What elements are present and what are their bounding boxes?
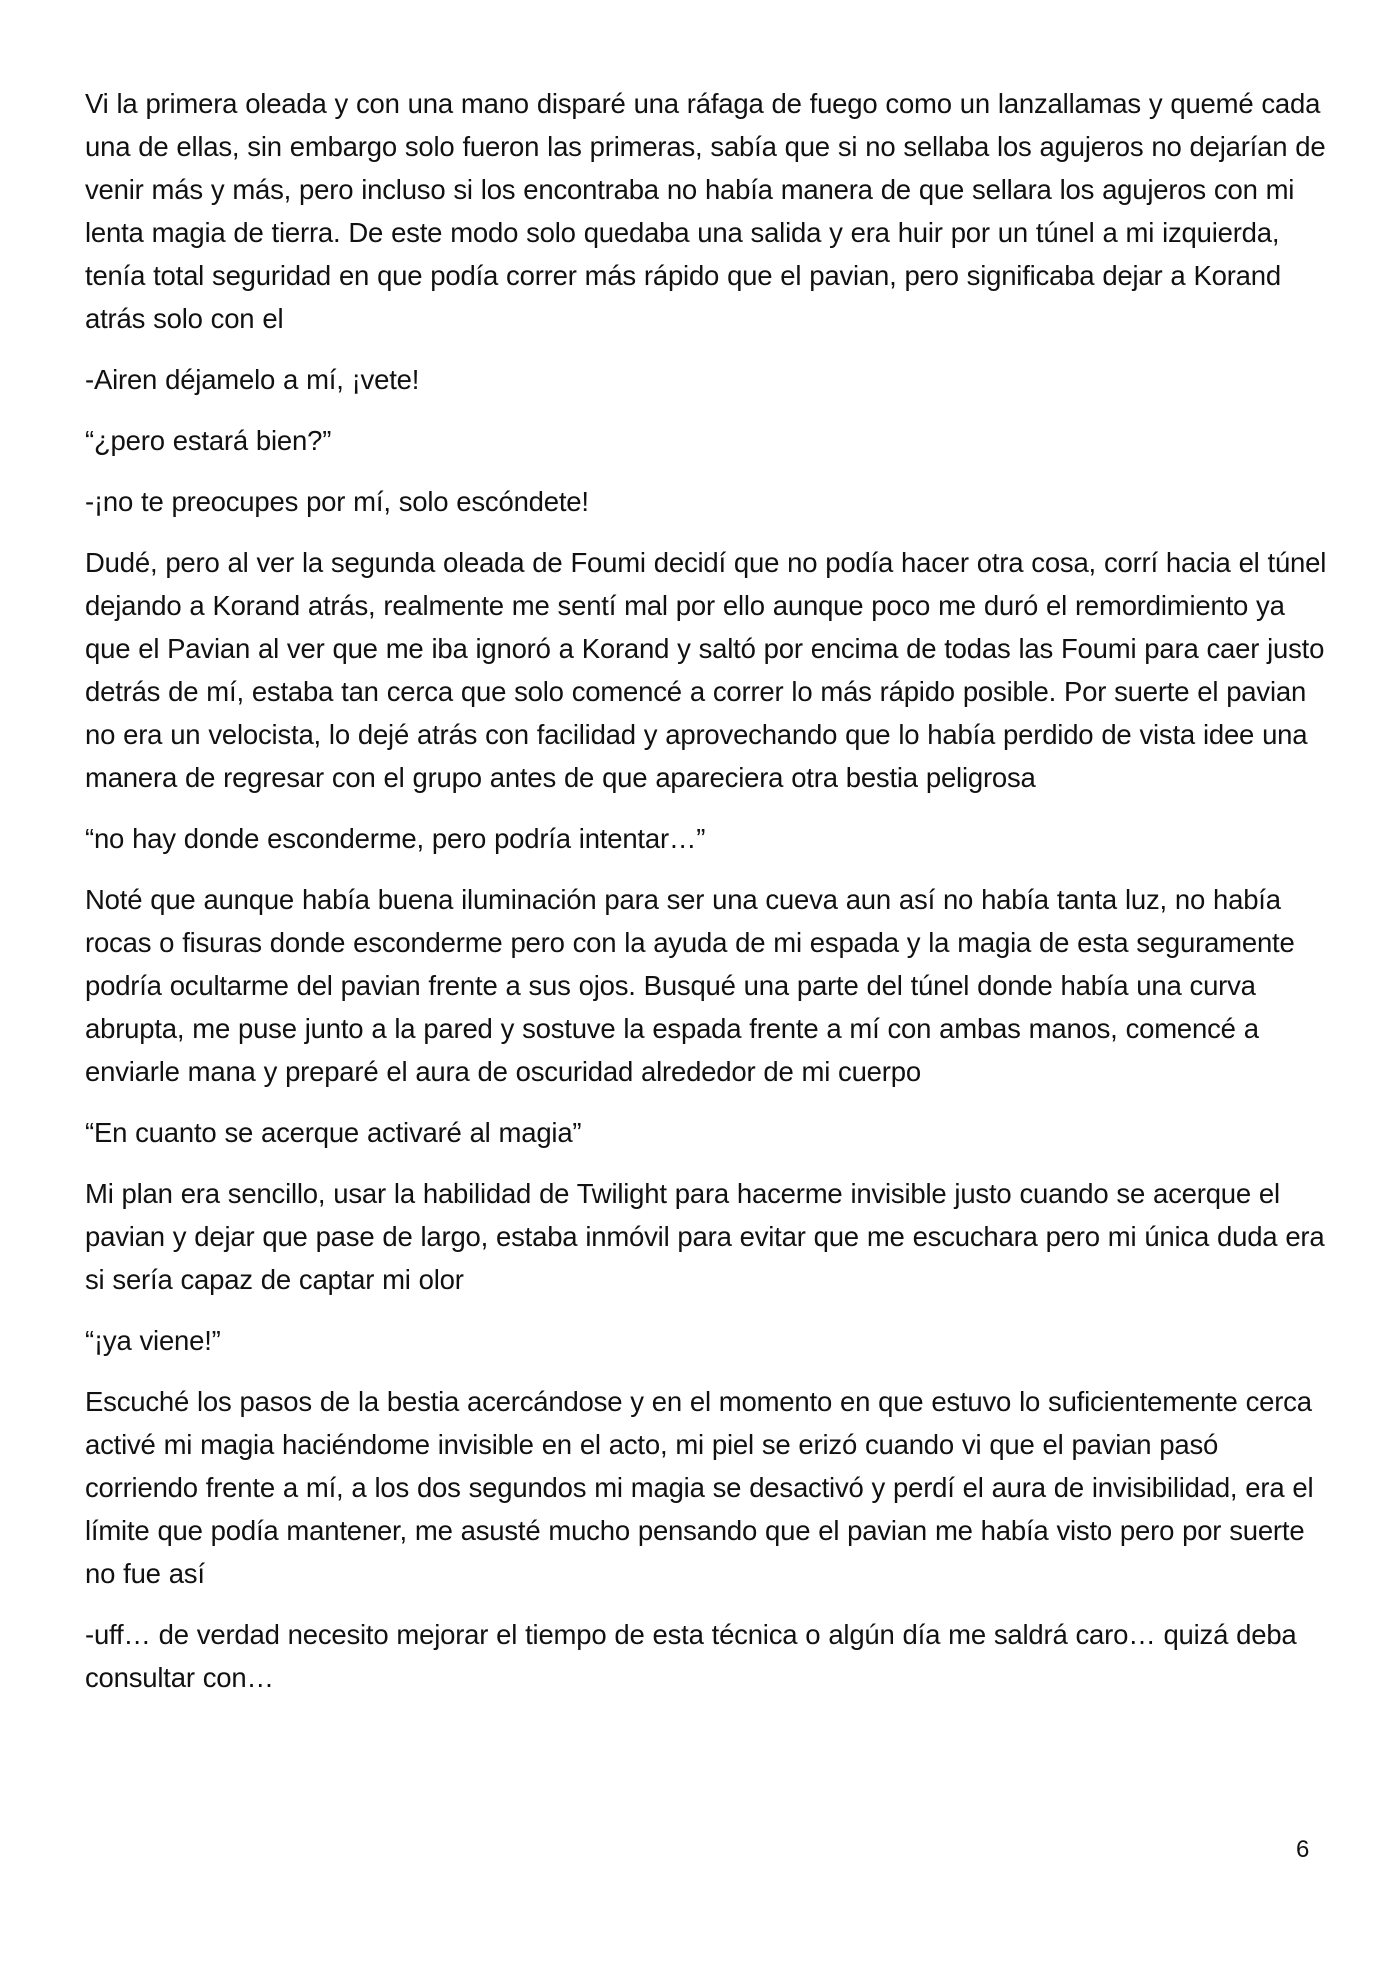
thought-line: “En cuanto se acerque activaré al magia” (85, 1117, 582, 1148)
paragraph: Escuché los pasos de la bestia acercándose y en el momento en que estuvo lo suficientemente cerca activé mi magia haciéndome invisible en el acto, mi piel se erizó cuando vi que el pavian pasó corriendo frente a mí, a los dos segundos mi magia se desactivó y perdí el aura de invisibilidad, era el límite que podía mantener, me asusté mucho pensando que el pavian me había visto pero por suerte no fue así (85, 1386, 1314, 1589)
document-body (85, 82, 1330, 1717)
paragraph: Mi plan era sencillo, usar la habilidad de Twilight para hacerme invisible justo cuando se acerque el pavian y dejar que pase de largo, estaba inmóvil para evitar que me escuchara pero mi única duda era si sería capaz de captar mi olor (85, 1178, 1325, 1295)
dialogue-line: -Airen déjamelo a mí, ¡vete! (85, 364, 420, 395)
dialogue-line: -¡no te preocupes por mí, solo escóndete! (85, 486, 589, 517)
paragraph: Noté que aunque había buena iluminación para ser una cueva aun así no había tanta luz, no había rocas o fisuras donde esconderme pero con la ayuda de mi espada y la magia de esta seguramente podría ocultarme del pavian frente a sus ojos. Busqué una parte del túnel donde había una curva abrupta, me puse junto a la pared y sostuve la espada frente a mí con ambas manos, comencé a enviarle mana y preparé el aura de oscuridad alrededor de mi cuerpo (85, 884, 1295, 1087)
thought-line: “no hay donde esconderme, pero podría intentar…” (85, 823, 706, 854)
dialogue-line: -uff… de verdad necesito mejorar el tiempo de esta técnica o algún día me saldrá caro… quizá deba consultar con… (85, 1619, 1297, 1693)
paragraph: Vi la primera oleada y con una mano disparé una ráfaga de fuego como un lanzallamas y quemé cada una de ellas, sin embargo solo fueron las primeras, sabía que si no sellaba los agujeros no dejarían de venir más y más, pero incluso si los encontraba no había manera de que sellara los agujeros con mi lenta magia de tierra. De este modo solo quedaba una salida y era huir por un túnel a mi izquierda, tenía total seguridad en que podía correr más rápido que el pavian, pero significaba dejar a Korand atrás solo con el (85, 88, 1326, 334)
page-number: 6 (1296, 1836, 1310, 1863)
thought-line: “¡ya viene!” (85, 1325, 221, 1356)
thought-line: “¿pero estará bien?” (85, 425, 332, 456)
paragraph: Dudé, pero al ver la segunda oleada de Foumi decidí que no podía hacer otra cosa, corrí hacia el túnel dejando a Korand atrás, realmente me sentí mal por ello aunque poco me duró el remordimiento ya que el Pavian al ver que me iba ignoró a Korand y saltó por encima de todas las Foumi para caer justo detrás de mí, estaba tan cerca que solo comencé a correr lo más rápido posible. Por suerte el pavian no era un velocista, lo dejé atrás con facilidad y aprovechando que lo había perdido de vista idee una manera de regresar con el grupo antes de que apareciera otra bestia peligrosa (85, 547, 1327, 793)
